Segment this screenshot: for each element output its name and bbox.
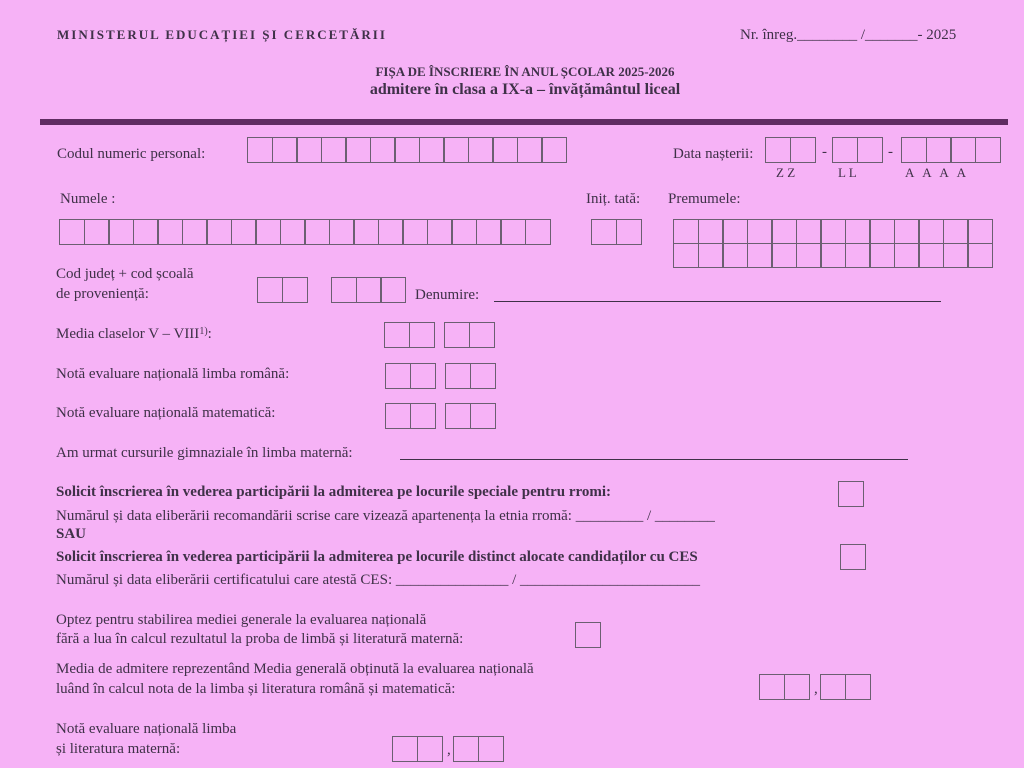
admission-average-label-line1: Media de admitere reprezentând Media generală obținută la evaluarea națională bbox=[56, 661, 534, 677]
opt-label-line1: Optez pentru stabilirea mediei generale la evaluarea națională bbox=[56, 612, 427, 628]
birth-date-label: Data nașterii: bbox=[673, 146, 754, 162]
mother-tongue-label: Am urmat cursurile gimnaziale în limba maternă: bbox=[56, 445, 353, 461]
char-box[interactable] bbox=[820, 243, 846, 268]
grades-average-integer-input[interactable] bbox=[384, 322, 433, 348]
county-school-label-2: de proveniență: bbox=[56, 286, 149, 302]
month-format-label: L L bbox=[838, 165, 857, 180]
first-name-input-row2[interactable] bbox=[673, 243, 992, 268]
decimal-comma: , bbox=[447, 742, 451, 758]
char-box[interactable] bbox=[445, 363, 471, 389]
county-school-label: Cod județ + cod școală bbox=[56, 266, 194, 282]
char-box[interactable] bbox=[747, 243, 773, 268]
school-code-input[interactable] bbox=[331, 277, 405, 303]
admission-average-decimal-input[interactable] bbox=[820, 674, 869, 700]
char-box[interactable] bbox=[59, 219, 85, 245]
char-box[interactable] bbox=[402, 219, 428, 245]
char-box[interactable] bbox=[427, 219, 453, 245]
opt-label-line2: fără a lua în calcul rezultatul la proba de limbă și literatură maternă: bbox=[56, 631, 464, 647]
char-box[interactable] bbox=[378, 219, 404, 245]
char-box[interactable] bbox=[157, 219, 183, 245]
rroma-request-label: Solicit înscrierea în vederea participării la admiterea pe locurile speciale pentru rromi: bbox=[56, 484, 612, 500]
last-name-label: Numele : bbox=[60, 191, 116, 207]
char-box[interactable] bbox=[392, 736, 418, 762]
cnp-label: Codul numeric personal: bbox=[57, 146, 206, 162]
char-box[interactable] bbox=[771, 219, 797, 244]
char-box[interactable] bbox=[759, 674, 785, 700]
char-box[interactable] bbox=[385, 403, 411, 429]
char-box[interactable] bbox=[282, 277, 308, 303]
or-label: SAU bbox=[56, 526, 87, 542]
char-box[interactable] bbox=[790, 137, 816, 163]
char-box[interactable] bbox=[370, 137, 396, 163]
char-box[interactable] bbox=[673, 219, 699, 244]
char-box[interactable] bbox=[894, 243, 920, 268]
char-box[interactable] bbox=[926, 137, 952, 163]
day-format-label: Z Z bbox=[776, 165, 796, 180]
char-box[interactable] bbox=[84, 219, 110, 245]
char-box[interactable] bbox=[591, 219, 617, 245]
char-box[interactable] bbox=[384, 322, 410, 348]
school-name-label: Denumire: bbox=[415, 287, 480, 303]
char-box[interactable] bbox=[698, 219, 724, 244]
char-box[interactable] bbox=[943, 219, 969, 244]
char-box[interactable] bbox=[231, 219, 257, 245]
romanian-grade-integer-input[interactable] bbox=[385, 363, 434, 389]
char-box[interactable] bbox=[747, 219, 773, 244]
char-box[interactable] bbox=[820, 219, 846, 244]
first-name-label: Premumele: bbox=[668, 191, 741, 207]
ces-request-label: Solicit înscrierea în vederea participării la admiterea pe locurile distinct alocate candidaților cu CES bbox=[56, 549, 698, 565]
char-box[interactable] bbox=[469, 322, 495, 348]
char-box[interactable] bbox=[525, 219, 551, 245]
char-box[interactable] bbox=[722, 219, 748, 244]
char-box[interactable] bbox=[410, 363, 436, 389]
math-grade-decimal-input[interactable] bbox=[445, 403, 494, 429]
char-box[interactable] bbox=[329, 219, 355, 245]
birth-day-input[interactable] bbox=[765, 137, 814, 163]
char-box[interactable] bbox=[517, 137, 543, 163]
char-box[interactable] bbox=[845, 219, 871, 244]
char-box[interactable] bbox=[108, 219, 134, 245]
char-box[interactable] bbox=[345, 137, 371, 163]
opt-checkbox[interactable] bbox=[575, 622, 601, 648]
char-box[interactable] bbox=[722, 243, 748, 268]
char-box[interactable] bbox=[380, 277, 406, 303]
last-name-input[interactable] bbox=[59, 219, 549, 245]
char-box[interactable] bbox=[444, 322, 470, 348]
rroma-checkbox[interactable] bbox=[838, 481, 864, 507]
char-box[interactable] bbox=[451, 219, 477, 245]
registration-number: Nr. înreg.________ /_______- 2025 bbox=[740, 27, 957, 43]
char-box[interactable] bbox=[419, 137, 445, 163]
char-box[interactable] bbox=[784, 674, 810, 700]
mother-tongue-line[interactable] bbox=[400, 459, 908, 460]
char-box[interactable] bbox=[385, 363, 411, 389]
cnp-input[interactable] bbox=[247, 137, 566, 163]
ces-checkbox[interactable] bbox=[840, 544, 866, 570]
county-code-input[interactable] bbox=[257, 277, 306, 303]
char-box[interactable] bbox=[182, 219, 208, 245]
char-box[interactable] bbox=[857, 137, 883, 163]
char-box[interactable] bbox=[255, 219, 281, 245]
form-subtitle: admitere în clasa a IX-a – învățământul liceal bbox=[369, 81, 681, 98]
char-box[interactable] bbox=[869, 219, 895, 244]
char-box[interactable] bbox=[443, 137, 469, 163]
char-box[interactable] bbox=[470, 403, 496, 429]
char-box[interactable] bbox=[832, 137, 858, 163]
math-grade-integer-input[interactable] bbox=[385, 403, 434, 429]
decimal-comma: , bbox=[814, 681, 818, 697]
char-box[interactable] bbox=[967, 219, 993, 244]
char-box[interactable] bbox=[771, 243, 797, 268]
char-box[interactable] bbox=[478, 736, 504, 762]
char-box[interactable] bbox=[901, 137, 927, 163]
char-box[interactable] bbox=[206, 219, 232, 245]
header-divider bbox=[40, 119, 1008, 125]
admission-average-integer-input[interactable] bbox=[759, 674, 808, 700]
math-grade-label: Notă evaluare națională matematică: bbox=[56, 405, 276, 421]
char-box[interactable] bbox=[918, 219, 944, 244]
char-box[interactable] bbox=[950, 137, 976, 163]
char-box[interactable] bbox=[133, 219, 159, 245]
first-name-input-row1[interactable] bbox=[673, 219, 992, 244]
rroma-document-label: Numărul și data eliberării recomandării scrise care vizează apartenența la etnia rromă: _________ / ________ bbox=[56, 508, 715, 524]
char-box[interactable] bbox=[492, 137, 518, 163]
char-box[interactable] bbox=[918, 243, 944, 268]
char-box[interactable] bbox=[468, 137, 494, 163]
birth-date-dash: - bbox=[822, 144, 827, 160]
char-box[interactable] bbox=[894, 219, 920, 244]
char-box[interactable] bbox=[500, 219, 526, 245]
ministry-header: MINISTERUL EDUCAȚIEI ȘI CERCETĂRII bbox=[57, 27, 387, 42]
char-box[interactable] bbox=[476, 219, 502, 245]
char-box[interactable] bbox=[845, 243, 871, 268]
char-box[interactable] bbox=[765, 137, 791, 163]
char-box[interactable] bbox=[616, 219, 642, 245]
mother-tongue-grade-decimal-input[interactable] bbox=[453, 736, 502, 762]
char-box[interactable] bbox=[541, 137, 567, 163]
school-name-line[interactable] bbox=[494, 301, 941, 302]
father-initial-input[interactable] bbox=[591, 219, 640, 245]
birth-year-input[interactable] bbox=[901, 137, 999, 163]
form-title: FIȘA DE ÎNSCRIERE ÎN ANUL ȘCOLAR 2025-2026 bbox=[375, 64, 675, 79]
char-box[interactable] bbox=[453, 736, 479, 762]
char-box[interactable] bbox=[698, 243, 724, 268]
char-box[interactable] bbox=[280, 219, 306, 245]
char-box[interactable] bbox=[820, 674, 846, 700]
birth-date-dash: - bbox=[888, 144, 893, 160]
char-box[interactable] bbox=[967, 243, 993, 268]
mother-tongue-grade-integer-input[interactable] bbox=[392, 736, 441, 762]
char-box[interactable] bbox=[353, 219, 379, 245]
char-box[interactable] bbox=[272, 137, 298, 163]
footnote-marker: 1) bbox=[199, 326, 208, 337]
char-box[interactable] bbox=[470, 363, 496, 389]
char-box[interactable] bbox=[410, 403, 436, 429]
ces-document-label: Numărul și data eliberării certificatului care atestă CES: _______________ / ________________________ bbox=[56, 572, 701, 588]
year-format-label: A A A A bbox=[905, 165, 966, 180]
char-box[interactable] bbox=[796, 243, 822, 268]
char-box[interactable] bbox=[296, 137, 322, 163]
char-box[interactable] bbox=[943, 243, 969, 268]
grades-average-label: Media claselor V – VIII$^{1)}$: bbox=[56, 326, 212, 342]
char-box[interactable] bbox=[257, 277, 283, 303]
mother-tongue-grade-label-line2: și literatura maternă: bbox=[56, 741, 181, 757]
char-box[interactable] bbox=[796, 219, 822, 244]
char-box[interactable] bbox=[409, 322, 435, 348]
char-box[interactable] bbox=[845, 674, 871, 700]
char-box[interactable] bbox=[356, 277, 382, 303]
char-box[interactable] bbox=[673, 243, 699, 268]
char-box[interactable] bbox=[417, 736, 443, 762]
birth-month-input[interactable] bbox=[832, 137, 881, 163]
char-box[interactable] bbox=[247, 137, 273, 163]
romanian-grade-decimal-input[interactable] bbox=[445, 363, 494, 389]
char-box[interactable] bbox=[869, 243, 895, 268]
char-box[interactable] bbox=[975, 137, 1001, 163]
char-box[interactable] bbox=[445, 403, 471, 429]
char-box[interactable] bbox=[304, 219, 330, 245]
grades-average-decimal-input[interactable] bbox=[444, 322, 493, 348]
admission-average-label-line2: luând în calcul nota de la limba și literatura română și matematică: bbox=[56, 681, 456, 697]
char-box[interactable] bbox=[321, 137, 347, 163]
mother-tongue-grade-label-line1: Notă evaluare națională limba bbox=[56, 721, 237, 737]
father-initial-label: Iniț. tată: bbox=[586, 191, 641, 207]
romanian-grade-label: Notă evaluare națională limba română: bbox=[56, 366, 290, 382]
char-box[interactable] bbox=[394, 137, 420, 163]
char-box[interactable] bbox=[331, 277, 357, 303]
